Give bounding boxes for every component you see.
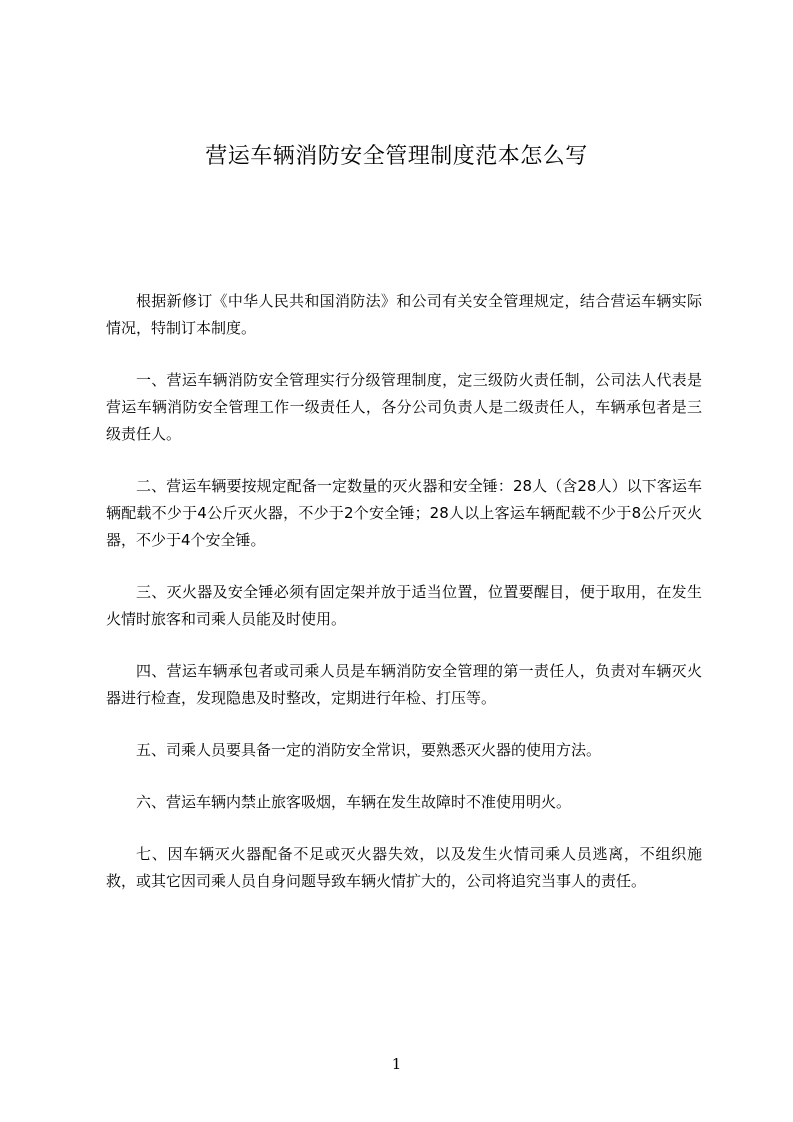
paragraph-7: 七、因车辆灭火器配备不足或灭火器失效，以及发生火情司乘人员逃离，不组织施救，或其它因司乘人员自身问题导致车辆火情扩大的，公司将追究当事人的责任。 [106,845,702,890]
paragraph-6: 六、营运车辆内禁止旅客吸烟，车辆在发生故障时不准使用明火。 [136,793,572,811]
paragraph-4: 四、营运车辆承包者或司乘人员是车辆消防安全管理的第一责任人，负责对车辆灭火器进行检查，发现隐患及时整改，定期进行年检、打压等。 [106,662,702,707]
paragraph-intro: 根据新修订《中华人民共和国消防法》和公司有关安全管理规定，结合营运车辆实际情况，特制订本制度。 [106,292,702,337]
document-body [106,288,702,895]
paragraph-5: 五、司乘人员要具备一定的消防安全常识，要熟悉灭火器的使用方法。 [136,741,602,759]
page-number: 1 [391,1055,402,1073]
paragraph-2: 二、营运车辆要按规定配备一定数量的灭火器和安全锤：28人（含28人）以下客运车辆配载不少于4公斤灭火器，不少于2个安全锤；28人以上客运车辆配载不少于8公斤灭火器，不少于4个安全锤。 [106,477,702,549]
document-title: 营运车辆消防安全管理制度范本怎么写 [205,144,588,169]
paragraph-3: 三、灭火器及安全锤必须有固定架并放于适当位置，位置要醒目，便于取用，在发生火情时旅客和司乘人员能及时使用。 [106,583,702,628]
paragraph-1: 一、营运车辆消防安全管理实行分级管理制度，定三级防火责任制，公司法人代表是营运车辆消防安全管理工作一级责任人，各分公司负责人是二级责任人，车辆承包者是三级责任人。 [106,371,702,443]
